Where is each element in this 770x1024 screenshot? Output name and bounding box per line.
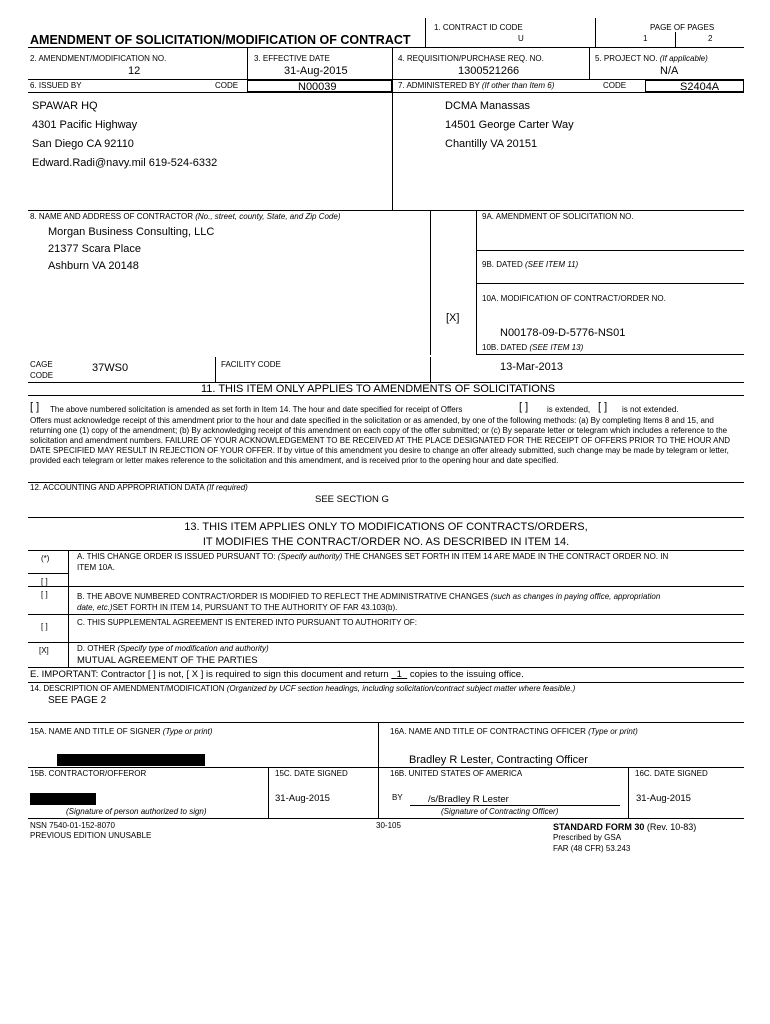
previous-edition: PREVIOUS EDITION UNUSABLE — [30, 831, 152, 840]
admin-line: 14501 George Carter Way — [445, 119, 574, 131]
rule — [28, 550, 744, 551]
item11-checkbox: [ ] — [30, 401, 40, 413]
page-of-pages-label: PAGE OF PAGES — [650, 23, 715, 32]
rule — [215, 357, 216, 382]
item13-check-c: [ ] — [41, 622, 48, 631]
rule — [28, 586, 744, 587]
item16b-label: 16B. UNITED STATES OF AMERICA — [390, 769, 523, 778]
item13-b-text: date, etc.)SET FORTH IN ITEM 14, PURSUANT TO THE AUTHORITY OF FAR 43.103(b). — [77, 603, 398, 612]
item12-value: SEE SECTION G — [315, 494, 389, 505]
item10b-label: 10B. DATED (SEE ITEM 13) — [482, 343, 584, 352]
item13-d-text: D. OTHER (Specify type of modification and authority) — [77, 644, 269, 653]
issued-by-code-value: N00039 — [298, 81, 337, 93]
item13-heading: 13. THIS ITEM APPLIES ONLY TO MODIFICATIONS OF CONTRACTS/ORDERS, — [184, 521, 588, 533]
item15b-sig-label: (Signature of person authorized to sign) — [66, 807, 207, 816]
contractor-label: 8. NAME AND ADDRESS OF CONTRACTOR (No., street, county, State, and Zip Code) — [30, 212, 341, 221]
rule — [28, 722, 744, 723]
rule — [430, 210, 431, 355]
rule — [28, 573, 68, 574]
cage-label: CODE — [30, 371, 54, 380]
item9a-label: 9A. AMENDMENT OF SOLICITATION NO. — [482, 212, 634, 221]
prescribed: Prescribed by GSA — [553, 833, 622, 842]
rule — [595, 18, 596, 47]
project-no-value: N/A — [660, 65, 679, 77]
rule — [268, 767, 269, 818]
issuer-line: San Diego CA 92110 — [32, 138, 134, 150]
rule — [28, 767, 744, 768]
rule — [476, 250, 744, 251]
issued-by-label: 6. ISSUED BY — [30, 81, 82, 90]
item16b-sig-label: (Signature of Contracting Officer) — [441, 807, 559, 816]
item-e-text: E. IMPORTANT: Contractor [ ] is not, [ X ] is required to sign this document and return 1 copies to the issuing office. — [30, 669, 524, 680]
rule — [28, 92, 744, 93]
standard-form: STANDARD FORM 30 (Rev. 10-83) — [553, 822, 697, 832]
issuer-line: Edward.Radi@navy.mil 619-524-6332 — [32, 157, 218, 169]
contractor-line: 21377 Scara Place — [48, 243, 141, 255]
item13-check-blank: [ ] — [41, 577, 48, 586]
rule — [28, 210, 744, 211]
item11-heading: 11. THIS ITEM ONLY APPLIES TO AMENDMENTS OF SOLICITATIONS — [201, 383, 556, 395]
effective-date-value: 31-Aug-2015 — [284, 65, 348, 77]
item11-checkbox: [ ] — [598, 401, 608, 413]
form-title: AMENDMENT OF SOLICITATION/MODIFICATION OF CONTRACT — [30, 33, 411, 47]
cage-value: 37WS0 — [92, 362, 129, 374]
item15c-label: 15C. DATE SIGNED — [275, 769, 348, 778]
item16c-label: 16C. DATE SIGNED — [635, 769, 708, 778]
item11-checkbox: [ ] — [519, 401, 529, 413]
item13-a-text: A. THIS CHANGE ORDER IS ISSUED PURSUANT TO: (Specify authority) THE CHANGES SET FORTH IN ITEM 14 ARE MADE IN THE CONTRACT ORDER NO. IN — [77, 552, 669, 561]
page-value: 1 — [643, 34, 648, 43]
redaction-bar — [30, 793, 96, 805]
issuer-line: 4301 Pacific Highway — [32, 119, 138, 131]
facility-label: FACILITY CODE — [221, 360, 281, 369]
item16a-label: 16A. NAME AND TITLE OF CONTRACTING OFFICER (Type or print) — [390, 727, 638, 736]
item14-value: SEE PAGE 2 — [48, 695, 107, 706]
amendment-no-label: 2. AMENDMENT/MODIFICATION NO. — [30, 54, 167, 63]
item13-a-text: ITEM 10A. — [77, 563, 115, 572]
item11-paragraph: Offers must acknowledge receipt of this amendment prior to the hour and date specified in the solicitation or as amended, by one of the following methods: (a) By completing Items 8 and 15, and returning one (1) copy of the amendment; (b) By acknowledging receipt of this amendment on each copy of the offer submitted; or (c) By separate letter or telegram which includes a reference to the solicitation and amendment numbers. FAILURE OF YOUR ACKNOWLEDGEMENT TO BE RECEIVED AT THE PLACE DESIGNATED FOR THE RECEIPT OF OFFERS PRIOR TO THE HOUR AND DATE SPECIFIED MAY RESULT IN REJECTION OF YOUR OFFER. If by virtue of this amendment you desire to change an offer already submitted, such change may be made by telegram or letter, provided each telegram or letter makes reference to the solicitation and this amendment, and is received prior to the opening hour and date specified. — [30, 416, 731, 465]
administered-code-label: CODE — [603, 81, 627, 90]
issuer-line: SPAWAR HQ — [32, 100, 98, 112]
administered-label: 7. ADMINISTERED BY (If other than Item 6) — [398, 81, 555, 90]
rule — [392, 47, 393, 210]
rule — [68, 550, 69, 667]
item11-not-extended: is not extended. — [622, 405, 679, 414]
rule — [675, 32, 676, 47]
item15b-label: 15B. CONTRACTOR/OFFEROR — [30, 769, 147, 778]
rule — [476, 210, 477, 355]
administered-code-value: S2404A — [680, 81, 720, 93]
item13-check-d: [X] — [39, 646, 49, 655]
nsn: NSN 7540-01-152-8070 — [30, 821, 115, 830]
rule — [28, 818, 744, 819]
rule — [28, 614, 744, 615]
rule — [28, 517, 744, 518]
rule — [430, 357, 431, 382]
far-reference: FAR (48 CFR) 53.243 — [553, 844, 631, 853]
item13-d-value: MUTUAL AGREEMENT OF THE PARTIES — [77, 655, 258, 666]
rule — [378, 722, 379, 818]
item10a-check: [X] — [446, 312, 460, 324]
rule — [628, 767, 629, 818]
admin-line: DCMA Manassas — [445, 100, 530, 112]
rule — [425, 18, 426, 47]
cage-label: CAGE — [30, 360, 53, 369]
rule — [28, 642, 744, 643]
rule — [28, 395, 744, 396]
item13-check-b: [ ] — [41, 590, 48, 599]
rule — [28, 47, 744, 48]
amendment-no-value: 12 — [128, 65, 141, 77]
item16a-value: Bradley R Lester, Contracting Officer — [409, 754, 588, 766]
item15c-value: 31-Aug-2015 — [275, 793, 330, 804]
item13-c-text: C. THIS SUPPLEMENTAL AGREEMENT IS ENTERED INTO PURSUANT TO AUTHORITY OF: — [77, 618, 417, 627]
item12-label: 12. ACCOUNTING AND APPROPRIATION DATA (If required) — [30, 483, 248, 492]
signature-line — [410, 805, 620, 806]
item11-line1: The above numbered solicitation is amended as set forth in Item 14. The hour and date specified for receipt of Offers — [50, 405, 463, 414]
rule — [589, 47, 590, 79]
contractor-line: Ashburn VA 20148 — [48, 260, 139, 272]
rule — [476, 354, 744, 355]
requisition-value: 1300521266 — [458, 65, 520, 77]
item11-extended: is extended, — [547, 405, 591, 414]
item15a-label: 15A. NAME AND TITLE OF SIGNER (Type or print) — [30, 727, 213, 736]
rule — [476, 283, 744, 284]
contractor-line: Morgan Business Consulting, LLC — [48, 226, 215, 238]
contract-id-value: U — [518, 34, 524, 43]
rule — [28, 682, 744, 683]
item10a-value: N00178-09-D-5776-NS01 — [500, 327, 626, 339]
item13-b-text: B. THE ABOVE NUMBERED CONTRACT/ORDER IS MODIFIED TO REFLECT THE ADMINISTRATIVE CHANGES (such as changes in paying office, appropriation — [77, 592, 661, 601]
pages-value: 2 — [708, 34, 713, 43]
item10b-value: 13-Mar-2013 — [500, 361, 563, 373]
item16b-value: /s/Bradley R Lester — [428, 794, 509, 805]
admin-line: Chantilly VA 20151 — [445, 138, 538, 150]
project-no-label: 5. PROJECT NO. (If applicable) — [595, 54, 708, 63]
item16b-by: BY — [392, 793, 403, 802]
form-code: 30-105 — [376, 821, 401, 830]
requisition-label: 4. REQUISITION/PURCHASE REQ. NO. — [398, 54, 544, 63]
item16c-value: 31-Aug-2015 — [636, 793, 691, 804]
rule — [28, 667, 744, 668]
item13-check-a: (*) — [41, 554, 50, 563]
item10a-label: 10A. MODIFICATION OF CONTRACT/ORDER NO. — [482, 294, 666, 303]
item14-label: 14. DESCRIPTION OF AMENDMENT/MODIFICATION (Organized by UCF section headings, including solicitation/contract subject matter where feasible.) — [30, 684, 576, 693]
item13-heading: IT MODIFIES THE CONTRACT/ORDER NO. AS DESCRIBED IN ITEM 14. — [202, 536, 570, 548]
issued-by-code-label: CODE — [215, 81, 239, 90]
redaction-bar — [57, 754, 205, 766]
item9b-label: 9B. DATED (SEE ITEM 11) — [482, 260, 579, 269]
effective-date-label: 3. EFFECTIVE DATE — [254, 54, 330, 63]
contract-id-label: 1. CONTRACT ID CODE — [434, 23, 523, 32]
